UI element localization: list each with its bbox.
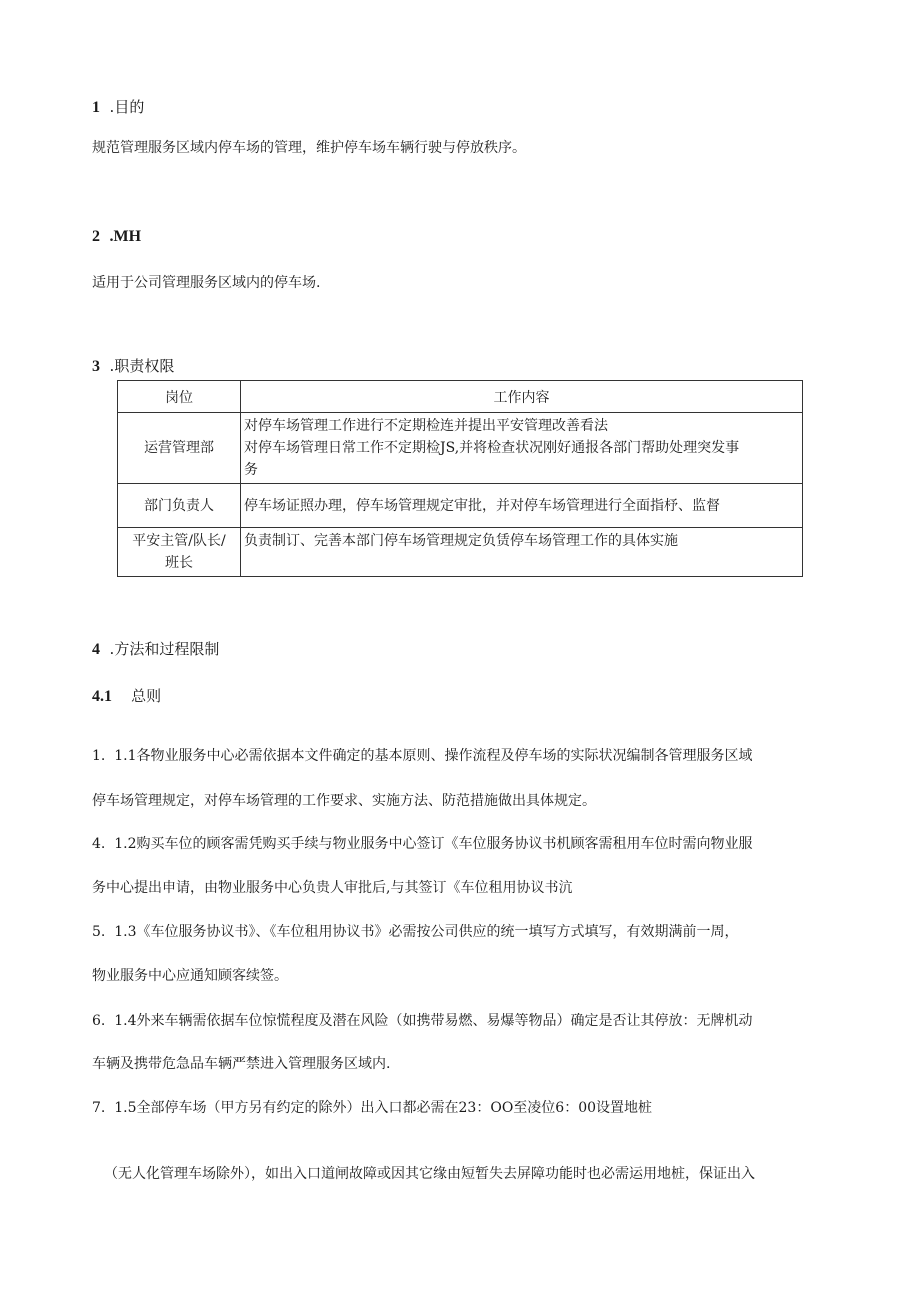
content-line: 对停车场管理日常工作不定期检JS,并将检查状况刚好通报各部门帮助处理突发事 — [244, 440, 740, 456]
table-row — [118, 413, 803, 484]
section-4-title: .方法和过程限制 — [109, 640, 220, 658]
list-item — [92, 833, 753, 853]
content-cell: 负责制订、完善本部门停车场管理规定负赁停车场管理工作的具体实施 — [241, 528, 803, 577]
list-item — [92, 745, 753, 765]
list-item-number: 4. — [92, 836, 106, 852]
header-content: 工作内容 — [241, 381, 803, 413]
list-item-line: 1.4外来车辆需依据车位惊慌程度及潜在风险（如携带易燃、易爆等物品）确定是否让其停放：无牌机动 — [114, 1013, 753, 1029]
list-item-continuation: 停车场管理规定，对停车场管理的工作要求、实施方法、防范措施做出具体规定。 — [92, 793, 596, 809]
role-line: 平安主管/队长/ — [132, 533, 226, 549]
section-4-1-heading — [92, 685, 161, 706]
list-item — [92, 921, 739, 941]
list-item-continuation: （无人化管理车场除外），如出入口道闸故障或因其它缘由短暂失去屏障功能时也必需运用地桩，保证出入 — [104, 1166, 755, 1182]
section-1-title: .目的 — [109, 98, 145, 116]
section-2-heading — [92, 227, 141, 246]
section-4-heading — [92, 638, 219, 659]
header-role: 岗位 — [118, 381, 241, 413]
list-item-number: 1. — [92, 748, 106, 764]
content-line: 对停车场管理工作进行不定期检连并提出平安管理改善看法 — [244, 418, 608, 434]
section-3-number: 3 — [92, 358, 100, 375]
section-1-number: 1 — [92, 99, 100, 116]
role-line: 班长 — [165, 555, 193, 571]
section-4-1-title: 总则 — [131, 687, 162, 705]
role-cell: 部门负责人 — [118, 484, 241, 528]
section-2-title: .MH — [109, 228, 142, 245]
role-cell: 运营管理部 — [118, 413, 241, 484]
list-item — [92, 1097, 652, 1117]
list-item-number: 6. — [92, 1013, 106, 1029]
list-item — [92, 1010, 753, 1030]
section-1-heading — [92, 96, 144, 117]
list-item-number: 5. — [92, 924, 106, 940]
duty-table — [117, 380, 803, 577]
content-line: 务 — [244, 462, 258, 478]
section-4-number: 4 — [92, 641, 100, 658]
table-header-row — [118, 381, 803, 413]
list-item-continuation: 务中心提出申请，由物业服务中心负贵人审批后,与其签订《车位租用协议书沆 — [92, 880, 573, 896]
section-4-1-number: 4.1 — [92, 688, 112, 705]
list-item-line: 1.5全部停车场（甲方另有约定的除外）出入口都必需在23：OO至凌位6：00设置地桩 — [114, 1100, 653, 1116]
table-row — [118, 528, 803, 577]
list-item-number: 7. — [92, 1100, 106, 1116]
section-2-number: 2 — [92, 228, 100, 245]
list-item-line: 1.3《车位服务协议书》、《车位租用协议书》必需按公司供应的统一填写方式填写，有效期满前一周， — [114, 924, 739, 940]
content-cell: 停车场证照办理，停车场管理规定审批，并对停车场管理进行全面指杼、监督 — [241, 484, 803, 528]
section-1-paragraph: 规范管理服务区域内停车场的管理，维护停车场车辆行驶与停放秩序。 — [92, 140, 526, 156]
list-item-line: 1.2购买车位的顾客需凭购买手续与物业服务中心签订《车位服务协议书机顾客需租用车位时需向物业服 — [114, 836, 753, 852]
content-cell — [241, 413, 803, 484]
section-3-title: .职责权限 — [109, 357, 175, 375]
section-3-heading — [92, 355, 174, 376]
role-cell — [118, 528, 241, 577]
list-item-continuation: 物业服务中心应通知顾客续签。 — [92, 968, 288, 984]
section-2-paragraph: 适用于公司管理服务区域内的停车场. — [92, 275, 321, 291]
table-row — [118, 484, 803, 528]
list-item-continuation: 车辆及携带危急品车辆严禁进入管理服务区域内. — [92, 1056, 391, 1072]
list-item-line: 1.1各物业服务中心必需依据本文件确定的基本原则、操作流程及停车场的实际状况编制各管理服务区域 — [114, 748, 753, 764]
